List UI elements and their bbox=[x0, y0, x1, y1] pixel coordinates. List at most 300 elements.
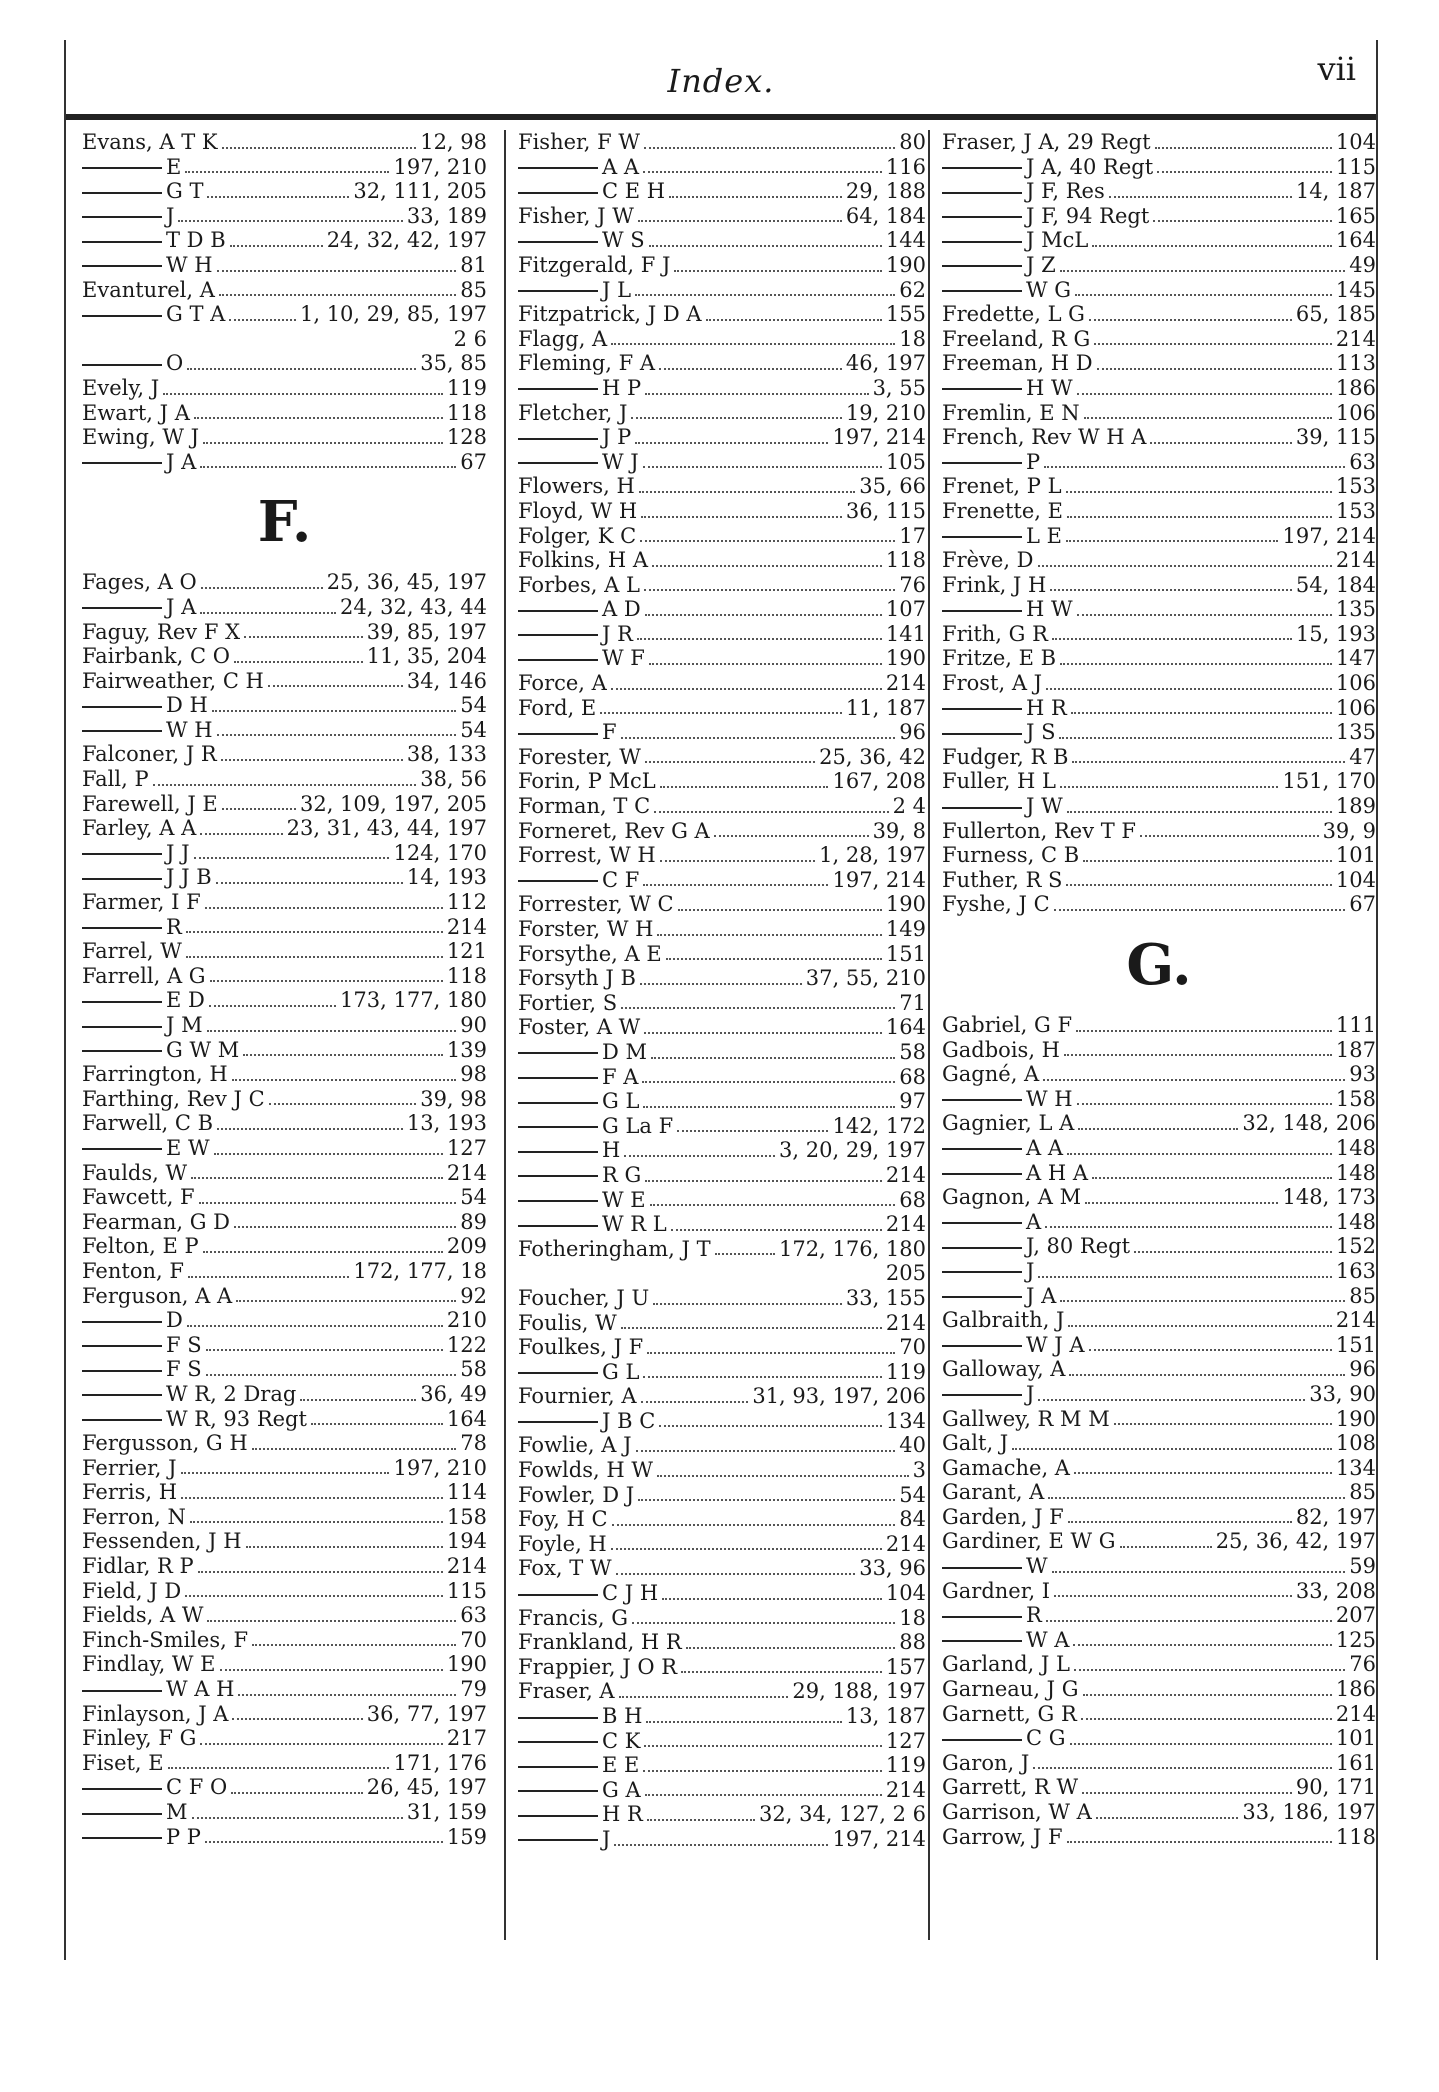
entry-name bbox=[942, 1210, 1041, 1235]
ditto-dash bbox=[942, 265, 1022, 267]
entry-name bbox=[518, 204, 634, 229]
ditto-dash bbox=[942, 241, 1022, 243]
leader-dots bbox=[1060, 1300, 1345, 1302]
entry-pages: 214 bbox=[1335, 326, 1376, 351]
entry-pages: 108 bbox=[1335, 1431, 1376, 1456]
leader-dots bbox=[631, 417, 841, 419]
index-entry bbox=[82, 1038, 487, 1063]
entry-pages: 172, 176, 180 bbox=[779, 1236, 926, 1261]
index-entry bbox=[82, 1407, 487, 1432]
index-entry bbox=[942, 1825, 1376, 1850]
entry-name-text: H R bbox=[602, 1802, 643, 1827]
entry-name-text: Galbraith, J bbox=[942, 1308, 1065, 1333]
index-entry bbox=[518, 1507, 926, 1532]
entry-pages: 113 bbox=[1335, 351, 1376, 376]
entry-name-text: J bbox=[1026, 1258, 1035, 1283]
leader-dots bbox=[206, 1374, 457, 1376]
entry-pages: 106 bbox=[1335, 695, 1376, 720]
ditto-dash bbox=[82, 167, 162, 169]
leader-dots bbox=[244, 636, 363, 638]
entry-name-text: C J H bbox=[602, 1581, 659, 1606]
entry-pages: 115 bbox=[446, 1578, 487, 1603]
entry-name bbox=[518, 302, 702, 327]
entry-name-text: Fessenden, J H bbox=[82, 1529, 242, 1554]
entry-name bbox=[942, 1284, 1056, 1309]
index-column-2 bbox=[504, 130, 926, 1940]
ditto-dash bbox=[82, 706, 162, 708]
entry-name bbox=[518, 179, 665, 204]
leader-dots bbox=[1140, 835, 1319, 837]
entry-pages: 13, 193 bbox=[406, 1111, 487, 1136]
leader-dots bbox=[643, 884, 828, 886]
entry-name-text: Fuller, H L bbox=[942, 769, 1056, 794]
entry-pages: 144 bbox=[885, 228, 926, 253]
leader-dots bbox=[207, 1620, 456, 1622]
entry-name-text: H bbox=[602, 1138, 621, 1163]
entry-name-text: E W bbox=[166, 1135, 210, 1160]
entry-name bbox=[518, 843, 656, 868]
entry-name bbox=[518, 573, 640, 598]
entry-pages: 158 bbox=[446, 1504, 487, 1529]
index-entry bbox=[518, 1163, 926, 1188]
page-title: Index. bbox=[667, 62, 775, 100]
entry-name-text: Fiset, E bbox=[82, 1750, 164, 1775]
leader-dots bbox=[1069, 1374, 1345, 1376]
entry-name-text: C E H bbox=[602, 179, 666, 204]
entry-name-text: Garrett, R W bbox=[942, 1775, 1079, 1800]
entry-name bbox=[518, 769, 656, 794]
entry-name bbox=[518, 1483, 634, 1508]
leader-dots bbox=[200, 612, 336, 614]
entry-name-text: F A bbox=[602, 1064, 639, 1089]
leader-dots bbox=[1045, 1226, 1332, 1228]
entry-pages: 36, 115 bbox=[845, 498, 926, 523]
index-entry bbox=[518, 302, 926, 327]
entry-pages: 33, 186, 197 bbox=[1242, 1800, 1376, 1824]
entry-name-text: A D bbox=[602, 597, 641, 622]
entry-name bbox=[518, 327, 607, 352]
index-entry bbox=[518, 1188, 926, 1213]
index-entry bbox=[518, 1114, 926, 1139]
index-entry bbox=[518, 1679, 926, 1704]
entry-name bbox=[82, 450, 196, 475]
ditto-dash bbox=[942, 290, 1022, 292]
index-entry bbox=[518, 1729, 926, 1754]
entry-name bbox=[942, 1038, 1060, 1063]
entry-name bbox=[82, 792, 218, 817]
entry-name bbox=[518, 696, 596, 721]
entry-name bbox=[942, 130, 1151, 155]
entry-name bbox=[518, 228, 645, 253]
ditto-dash bbox=[518, 167, 598, 169]
leader-dots bbox=[1083, 860, 1332, 862]
entry-name bbox=[82, 1407, 307, 1432]
entry-name-text: Fraser, A bbox=[518, 1679, 615, 1704]
index-entry bbox=[82, 1431, 487, 1456]
leader-dots bbox=[1033, 1767, 1332, 1769]
leader-dots bbox=[212, 710, 456, 712]
index-entry bbox=[518, 155, 926, 180]
entry-name bbox=[82, 1726, 196, 1751]
index-entry bbox=[518, 1827, 926, 1852]
entry-name-text: J M bbox=[166, 1013, 203, 1037]
leader-dots bbox=[640, 983, 802, 985]
entry-name-text: Gadbois, H bbox=[942, 1037, 1060, 1062]
entry-pages: 151 bbox=[1335, 1332, 1376, 1357]
entry-name-text: W A H bbox=[166, 1677, 235, 1702]
ditto-dash bbox=[82, 607, 162, 609]
entry-name bbox=[518, 1065, 638, 1090]
ditto-dash bbox=[82, 1321, 162, 1323]
ditto-dash bbox=[518, 1594, 598, 1596]
entry-name-text: Folkins, H A bbox=[518, 548, 649, 573]
entry-name-text: J Z bbox=[1026, 252, 1056, 277]
index-entry bbox=[82, 1087, 487, 1112]
entry-pages: 85 bbox=[1349, 1480, 1376, 1505]
entry-name bbox=[518, 745, 641, 770]
entry-pages: 96 bbox=[1349, 1357, 1376, 1382]
entry-name-text: Foulkes, J F bbox=[518, 1335, 644, 1360]
entry-name-text: Fletcher, J bbox=[518, 400, 628, 425]
entry-name-text: J F, Res bbox=[1026, 179, 1105, 204]
index-entry bbox=[82, 351, 487, 376]
entry-name bbox=[518, 1163, 641, 1188]
entry-name bbox=[942, 1603, 1042, 1628]
entry-name-text: W H bbox=[166, 252, 213, 277]
entry-pages: 39, 85, 197 bbox=[366, 619, 487, 644]
index-entry bbox=[518, 1409, 926, 1434]
entry-pages: 39, 98 bbox=[420, 1086, 487, 1111]
index-entry bbox=[82, 841, 487, 866]
leader-dots bbox=[1050, 589, 1292, 591]
ditto-dash bbox=[942, 1616, 1022, 1618]
entry-name-text: Farley, A A bbox=[82, 816, 197, 841]
entry-pages: 209 bbox=[446, 1234, 487, 1259]
entry-pages: 210 bbox=[446, 1308, 487, 1333]
entry-name bbox=[942, 204, 1149, 229]
entry-pages: 29, 188, 197 bbox=[792, 1679, 926, 1704]
entry-name-text: Futher, R S bbox=[942, 867, 1063, 892]
entry-name bbox=[82, 767, 149, 792]
leader-dots bbox=[1067, 516, 1332, 518]
entry-name-text: J A bbox=[166, 594, 197, 619]
index-entry bbox=[82, 1775, 487, 1800]
entry-pages: 3, 20, 29, 197 bbox=[779, 1138, 926, 1163]
leader-dots bbox=[1153, 220, 1332, 222]
entry-name bbox=[82, 644, 230, 669]
ditto-dash bbox=[82, 1394, 162, 1396]
leader-dots bbox=[674, 270, 882, 272]
entry-name bbox=[942, 622, 1048, 647]
entry-pages: 118 bbox=[885, 548, 926, 573]
entry-pages: 101 bbox=[1335, 843, 1376, 868]
index-entry bbox=[82, 228, 487, 253]
entry-pages: 98 bbox=[460, 1062, 487, 1087]
entry-pages: 58 bbox=[460, 1357, 487, 1382]
entry-pages: 124, 170 bbox=[393, 840, 487, 865]
index-entry bbox=[518, 204, 926, 229]
index-entry bbox=[82, 1210, 487, 1235]
entry-name-text: J bbox=[602, 1826, 611, 1851]
index-entry bbox=[518, 524, 926, 549]
index-entry bbox=[82, 915, 487, 940]
leader-dots bbox=[238, 1694, 456, 1696]
leader-dots bbox=[1067, 811, 1332, 813]
entry-name bbox=[82, 1825, 201, 1850]
leader-dots bbox=[1060, 786, 1279, 788]
index-entry bbox=[518, 646, 926, 671]
ditto-dash bbox=[942, 536, 1022, 538]
leader-dots bbox=[234, 661, 363, 663]
entry-name-text: W F bbox=[602, 646, 645, 671]
entry-pages: 158 bbox=[1335, 1086, 1376, 1111]
entry-name-text: Fredette, L G bbox=[942, 302, 1085, 327]
index-entry bbox=[518, 868, 926, 893]
entry-name bbox=[518, 1040, 647, 1065]
entry-name bbox=[942, 1013, 1072, 1038]
entry-name bbox=[942, 228, 1088, 253]
entry-name-text: G L bbox=[602, 1359, 640, 1384]
leader-dots bbox=[643, 466, 882, 468]
entry-name-text: Fowlds, H W bbox=[518, 1458, 653, 1483]
index-column-3 bbox=[928, 130, 1376, 1940]
leader-dots bbox=[190, 1521, 443, 1523]
leader-dots bbox=[644, 147, 895, 149]
entry-name bbox=[518, 1704, 642, 1729]
index-entry bbox=[518, 720, 926, 745]
section-letter: F. bbox=[257, 489, 312, 556]
entry-name bbox=[518, 1015, 640, 1040]
leader-dots bbox=[1084, 417, 1332, 419]
index-entry bbox=[518, 1089, 926, 1114]
index-entry bbox=[518, 1261, 926, 1286]
ditto-dash bbox=[82, 1148, 162, 1150]
entry-pages: 2 6 bbox=[453, 326, 487, 351]
entry-name bbox=[942, 1234, 1130, 1259]
entry-name bbox=[518, 450, 639, 475]
leader-dots bbox=[153, 784, 417, 786]
entry-name bbox=[942, 253, 1056, 278]
entry-name bbox=[942, 450, 1040, 475]
entry-name-text: D M bbox=[602, 1039, 648, 1064]
leader-dots bbox=[660, 860, 815, 862]
leader-dots bbox=[1114, 1423, 1332, 1425]
leader-dots bbox=[234, 1226, 456, 1228]
index-entry bbox=[82, 1136, 487, 1161]
entry-name-text: Floyd, W H bbox=[518, 498, 638, 523]
leader-dots bbox=[643, 171, 882, 173]
leader-dots bbox=[646, 1721, 841, 1723]
index-entry bbox=[942, 302, 1376, 327]
entry-name bbox=[82, 841, 190, 866]
entry-name-text: W J bbox=[602, 449, 639, 474]
entry-name bbox=[82, 742, 217, 767]
entry-name-text: Forsythe, A E bbox=[518, 941, 662, 966]
index-entry bbox=[82, 1505, 487, 1530]
ditto-dash bbox=[942, 167, 1022, 169]
entry-pages: 88 bbox=[899, 1630, 926, 1655]
entry-pages: 23, 31, 43, 44, 197 bbox=[286, 816, 487, 841]
entry-name-text: Frost, A J bbox=[942, 671, 1043, 696]
ditto-dash bbox=[82, 315, 162, 317]
leader-dots bbox=[178, 220, 402, 222]
leader-dots bbox=[229, 319, 296, 321]
leader-dots bbox=[207, 196, 349, 198]
leader-dots bbox=[1089, 1349, 1332, 1351]
entry-name-text: G W M bbox=[166, 1037, 240, 1062]
entry-name-text: W E bbox=[602, 1187, 646, 1212]
index-entry bbox=[942, 1234, 1376, 1259]
entry-name-text: W G bbox=[1026, 277, 1072, 302]
ditto-dash bbox=[942, 1271, 1022, 1273]
entry-name bbox=[942, 1652, 1070, 1677]
entry-pages: 190 bbox=[1335, 1406, 1376, 1431]
entry-name-text: Frève, D bbox=[942, 548, 1034, 573]
leader-dots bbox=[186, 956, 443, 958]
entry-name bbox=[518, 1778, 641, 1803]
entry-name-text: F bbox=[602, 720, 617, 745]
entry-name-text: T D B bbox=[166, 228, 226, 253]
leader-dots bbox=[644, 1745, 881, 1747]
index-entry bbox=[518, 573, 926, 598]
leader-dots bbox=[1074, 1472, 1332, 1474]
leader-dots bbox=[621, 1007, 895, 1009]
leader-dots bbox=[1046, 1620, 1332, 1622]
entry-name-text: Ford, E bbox=[518, 695, 597, 720]
entry-name bbox=[942, 1333, 1085, 1358]
entry-name bbox=[82, 669, 264, 694]
entry-name-text: Foucher, J U bbox=[518, 1285, 650, 1310]
entry-pages: 80 bbox=[899, 130, 926, 154]
entry-name bbox=[82, 620, 240, 645]
index-entry bbox=[942, 1284, 1376, 1309]
index-entry bbox=[942, 1111, 1376, 1136]
index-entry bbox=[942, 1628, 1376, 1653]
leader-dots bbox=[651, 1057, 895, 1059]
index-entry bbox=[518, 351, 926, 376]
index-entry bbox=[518, 696, 926, 721]
index-entry bbox=[82, 253, 487, 278]
entry-name bbox=[82, 1111, 213, 1136]
entry-name bbox=[942, 1062, 1039, 1087]
ditto-dash bbox=[82, 1345, 162, 1347]
entry-pages: 35, 66 bbox=[859, 474, 926, 499]
index-entry bbox=[82, 1111, 487, 1136]
index-entry bbox=[518, 1433, 926, 1458]
entry-name-text: Garnett, G R bbox=[942, 1701, 1077, 1726]
entry-pages: 49 bbox=[1349, 252, 1376, 277]
leader-dots bbox=[639, 491, 855, 493]
entry-pages: 33, 189 bbox=[406, 203, 487, 228]
ditto-dash bbox=[942, 1739, 1022, 1741]
entry-name-text: Ewart, J A bbox=[82, 400, 190, 425]
leader-dots bbox=[216, 882, 403, 884]
leader-dots bbox=[649, 663, 882, 665]
leader-dots bbox=[205, 1841, 443, 1843]
entry-name-text: C G bbox=[1026, 1726, 1066, 1751]
entry-pages: 39, 9 bbox=[1322, 818, 1376, 843]
index-entry bbox=[82, 130, 487, 155]
entry-name-text: Gabriel, G F bbox=[942, 1013, 1073, 1037]
entry-pages: 36, 49 bbox=[420, 1381, 487, 1406]
entry-name-text: W bbox=[1026, 1554, 1048, 1579]
entry-pages: 173, 177, 180 bbox=[340, 988, 487, 1013]
ditto-dash bbox=[942, 1296, 1022, 1298]
index-entry bbox=[82, 1480, 487, 1505]
leader-dots bbox=[1075, 294, 1332, 296]
entry-pages: 24, 32, 43, 44 bbox=[340, 594, 487, 619]
entry-pages: 153 bbox=[1335, 498, 1376, 523]
ditto-dash bbox=[518, 1126, 598, 1128]
entry-name-text: Foyle, H bbox=[518, 1531, 607, 1556]
entry-name-text: Gagnon, A M bbox=[942, 1185, 1082, 1210]
leader-dots bbox=[252, 1448, 457, 1450]
entry-name bbox=[518, 868, 639, 893]
index-entry bbox=[942, 1185, 1376, 1210]
entry-name bbox=[942, 1161, 1088, 1186]
entry-name bbox=[82, 1431, 248, 1456]
entry-name bbox=[518, 155, 639, 180]
index-entry bbox=[518, 1360, 926, 1385]
leader-dots bbox=[643, 1376, 882, 1378]
index-entry bbox=[82, 939, 487, 964]
leader-dots bbox=[621, 737, 896, 739]
section-letter: G. bbox=[1126, 932, 1192, 998]
entry-name bbox=[82, 1284, 232, 1309]
index-entry bbox=[82, 1554, 487, 1579]
entry-pages: 32, 109, 197, 205 bbox=[299, 791, 487, 816]
ditto-dash bbox=[942, 610, 1022, 612]
ditto-dash bbox=[518, 290, 598, 292]
leader-dots bbox=[1070, 1743, 1332, 1745]
entry-name bbox=[82, 1308, 183, 1333]
entry-pages: 135 bbox=[1335, 597, 1376, 622]
entry-pages: 33, 155 bbox=[845, 1285, 926, 1310]
leader-dots bbox=[669, 196, 842, 198]
entry-pages: 106 bbox=[1335, 671, 1376, 696]
entry-pages: 197, 214 bbox=[832, 867, 926, 892]
entry-pages: 217 bbox=[446, 1726, 487, 1751]
entry-name bbox=[518, 1827, 610, 1852]
leader-dots bbox=[671, 1229, 882, 1231]
entry-name-text: H W bbox=[1026, 597, 1073, 622]
entry-name-text: Finlayson, J A bbox=[82, 1701, 229, 1726]
index-entry bbox=[82, 964, 487, 989]
leader-dots bbox=[203, 1251, 443, 1253]
entry-name-text: G La F bbox=[602, 1113, 674, 1138]
entry-name-text: Furness, C B bbox=[942, 843, 1080, 868]
entry-name-text: Farthing, Rev J C bbox=[82, 1086, 265, 1111]
entry-pages: 36, 77, 197 bbox=[366, 1701, 487, 1726]
entry-name-text: Foster, A W bbox=[518, 1015, 641, 1040]
leader-dots bbox=[686, 1647, 896, 1649]
entry-name bbox=[518, 819, 710, 844]
entry-name-text: D H bbox=[166, 693, 208, 718]
leader-dots bbox=[181, 1497, 443, 1499]
leader-dots bbox=[635, 442, 828, 444]
leader-dots bbox=[645, 1180, 882, 1182]
leader-dots bbox=[1064, 1054, 1332, 1056]
ditto-dash bbox=[518, 1839, 598, 1841]
entry-name-text: Forneret, Rev G A bbox=[518, 818, 710, 843]
entry-name bbox=[942, 573, 1046, 598]
entry-name bbox=[82, 964, 206, 989]
index-entry bbox=[82, 570, 487, 595]
entry-pages: 13, 187 bbox=[845, 1704, 926, 1728]
leader-dots bbox=[200, 833, 282, 835]
index-entry bbox=[82, 1652, 487, 1677]
index-entry bbox=[82, 1677, 487, 1702]
